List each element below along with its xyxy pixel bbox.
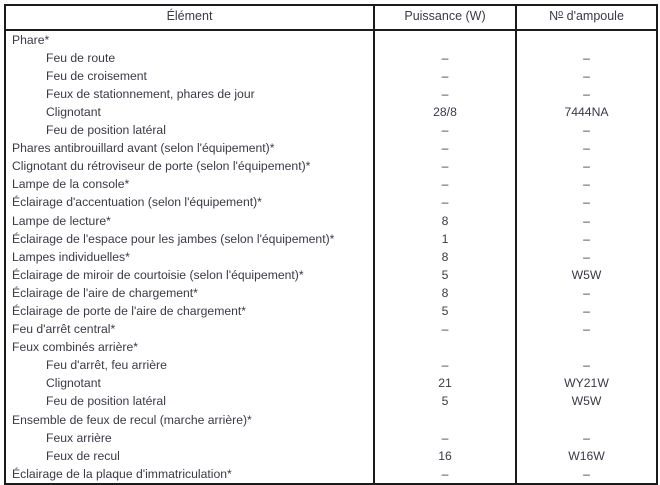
table-row bbox=[5, 121, 657, 139]
table-row bbox=[5, 374, 657, 392]
table-row bbox=[5, 429, 657, 447]
numero-letter: N bbox=[549, 9, 559, 23]
cell-ampoule: – bbox=[516, 175, 657, 193]
cell-ampoule bbox=[516, 411, 657, 429]
cell-element: Feu de position latéral bbox=[46, 394, 166, 409]
cell-ampoule: – bbox=[516, 121, 657, 139]
cell-ampoule: – bbox=[516, 67, 657, 85]
table-row bbox=[5, 356, 657, 374]
cell-element: Feux de stationnement, phares de jour bbox=[46, 86, 255, 101]
table-row bbox=[5, 465, 657, 484]
table-row bbox=[5, 266, 657, 284]
table-row bbox=[5, 302, 657, 320]
table-header-row bbox=[5, 5, 657, 30]
cell-puissance: – bbox=[374, 193, 516, 211]
cell-ampoule: – bbox=[516, 139, 657, 157]
cell-puissance: 8 bbox=[374, 212, 516, 230]
cell-element: Clignotant bbox=[46, 104, 101, 119]
cell-puissance: – bbox=[374, 67, 516, 85]
cell-element: Feux combinés arrière* bbox=[12, 340, 138, 355]
cell-ampoule: – bbox=[516, 465, 657, 484]
table-row bbox=[5, 393, 657, 411]
column-header-ampoule-text: d'ampoule bbox=[563, 9, 624, 23]
cell-ampoule: – bbox=[516, 302, 657, 320]
cell-element: Feu de croisement bbox=[46, 68, 147, 83]
cell-ampoule: W16W bbox=[516, 447, 657, 465]
cell-ampoule: – bbox=[516, 212, 657, 230]
cell-puissance: – bbox=[374, 320, 516, 338]
cell-puissance: – bbox=[374, 429, 516, 447]
numero-sign bbox=[549, 9, 563, 25]
table-row bbox=[5, 447, 657, 465]
cell-puissance: 28/8 bbox=[374, 103, 516, 121]
cell-puissance: 5 bbox=[374, 302, 516, 320]
cell-ampoule: – bbox=[516, 320, 657, 338]
cell-ampoule: – bbox=[516, 49, 657, 67]
cell-puissance: 16 bbox=[374, 447, 516, 465]
cell-puissance: – bbox=[374, 49, 516, 67]
cell-element: Phares antibrouillard avant (selon l'équipement)* bbox=[12, 141, 275, 156]
cell-puissance bbox=[374, 338, 516, 356]
cell-ampoule bbox=[516, 30, 657, 49]
cell-element: Ensemble de feux de recul (marche arrière)* bbox=[12, 412, 252, 427]
cell-element: Lampe de la console* bbox=[12, 177, 130, 192]
cell-ampoule: – bbox=[516, 85, 657, 103]
table-row bbox=[5, 157, 657, 175]
cell-puissance bbox=[374, 411, 516, 429]
table-row bbox=[5, 193, 657, 211]
cell-ampoule: – bbox=[516, 429, 657, 447]
column-header-element: Élément bbox=[5, 5, 374, 30]
cell-element: Éclairage de miroir de courtoisie (selon l'équipement)* bbox=[12, 267, 304, 282]
table-row bbox=[5, 230, 657, 248]
cell-element: Phare* bbox=[12, 32, 50, 47]
cell-puissance: – bbox=[374, 139, 516, 157]
cell-element: Feu d'arrêt central* bbox=[12, 322, 116, 337]
cell-ampoule: – bbox=[516, 230, 657, 248]
table-row bbox=[5, 49, 657, 67]
cell-element: Éclairage de porte de l'aire de chargement* bbox=[12, 303, 247, 318]
cell-element: Feu de route bbox=[46, 50, 116, 65]
table-row bbox=[5, 85, 657, 103]
cell-puissance: 8 bbox=[374, 284, 516, 302]
table-row bbox=[5, 212, 657, 230]
cell-puissance: – bbox=[374, 157, 516, 175]
cell-ampoule: WY21W bbox=[516, 374, 657, 392]
cell-puissance: 5 bbox=[374, 393, 516, 411]
cell-puissance: – bbox=[374, 356, 516, 374]
cell-ampoule: – bbox=[516, 193, 657, 211]
cell-element: Éclairage de l'aire de chargement* bbox=[12, 285, 198, 300]
cell-element: Éclairage d'accentuation (selon l'équipement)* bbox=[12, 195, 262, 210]
cell-element: Feux arrière bbox=[46, 430, 112, 445]
cell-puissance: – bbox=[374, 121, 516, 139]
column-header-puissance: Puissance (W) bbox=[374, 5, 516, 30]
cell-puissance: – bbox=[374, 465, 516, 484]
table-row bbox=[5, 30, 657, 49]
cell-puissance: – bbox=[374, 175, 516, 193]
table-row bbox=[5, 284, 657, 302]
column-header-ampoule bbox=[516, 5, 657, 30]
cell-element: Clignotant du rétroviseur de porte (selon l'équipement)* bbox=[12, 159, 311, 174]
table-header bbox=[5, 5, 657, 30]
table-row bbox=[5, 103, 657, 121]
cell-element: Lampe de lecture* bbox=[12, 213, 111, 228]
cell-element: Feux de recul bbox=[46, 448, 120, 463]
cell-puissance: 1 bbox=[374, 230, 516, 248]
table-row bbox=[5, 175, 657, 193]
table-row bbox=[5, 320, 657, 338]
cell-ampoule: – bbox=[516, 356, 657, 374]
table-row bbox=[5, 338, 657, 356]
cell-ampoule: – bbox=[516, 157, 657, 175]
cell-element: Lampes individuelles* bbox=[12, 249, 130, 264]
cell-puissance: 8 bbox=[374, 248, 516, 266]
bulb-specification-table bbox=[4, 4, 658, 485]
cell-ampoule: 7444NA bbox=[516, 103, 657, 121]
table-row bbox=[5, 248, 657, 266]
cell-puissance: 5 bbox=[374, 266, 516, 284]
table-row bbox=[5, 411, 657, 429]
table-body bbox=[5, 30, 657, 484]
cell-puissance: – bbox=[374, 85, 516, 103]
numero-superscript: o bbox=[558, 8, 564, 19]
cell-ampoule: W5W bbox=[516, 393, 657, 411]
cell-ampoule: – bbox=[516, 248, 657, 266]
table-row bbox=[5, 67, 657, 85]
cell-element: Feu de position latéral bbox=[46, 123, 166, 138]
table-row bbox=[5, 139, 657, 157]
cell-ampoule: – bbox=[516, 284, 657, 302]
cell-element: Feu d'arrêt, feu arrière bbox=[46, 358, 167, 373]
cell-puissance: 21 bbox=[374, 374, 516, 392]
cell-puissance bbox=[374, 30, 516, 49]
cell-element: Éclairage de l'espace pour les jambes (selon l'équipement)* bbox=[12, 231, 335, 246]
cell-ampoule bbox=[516, 338, 657, 356]
cell-element: Clignotant bbox=[46, 376, 101, 391]
cell-ampoule: W5W bbox=[516, 266, 657, 284]
cell-element: Éclairage de la plaque d'immatriculation* bbox=[12, 466, 232, 481]
